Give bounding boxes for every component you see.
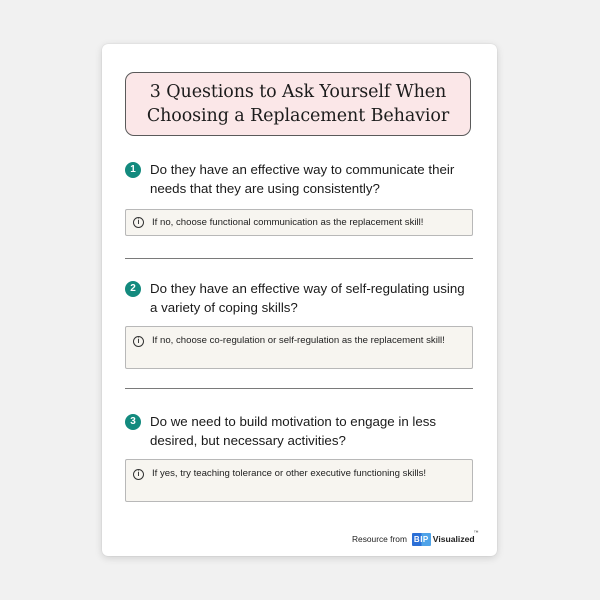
info-icon: i [133, 336, 144, 347]
title-line-1: 3 Questions to Ask Yourself When [149, 82, 447, 102]
note-box-1 [125, 209, 473, 236]
info-icon: i [133, 469, 144, 480]
question-number-badge: 2 [125, 281, 141, 297]
divider [125, 258, 473, 259]
question-text: Do they have an effective way to communicate their needs that they are using consistently? [150, 162, 455, 196]
question-number-badge: 3 [125, 414, 141, 430]
logo-wordmark: Visualized [432, 534, 475, 544]
divider [125, 388, 473, 389]
resource-label: Resource from [352, 534, 407, 544]
footer [352, 529, 479, 547]
note-box-3 [125, 459, 473, 502]
resource-card [102, 44, 497, 556]
question-number-badge: 1 [125, 162, 141, 178]
note-text: If no, choose co-regulation or self-regulation as the replacement skill! [152, 335, 445, 346]
logo-mark: BIP [413, 534, 429, 544]
page-title [147, 80, 449, 128]
note-text: If yes, try teaching tolerance or other executive functioning skills! [152, 468, 427, 479]
info-icon: i [133, 217, 144, 228]
trademark-symbol: ™ [473, 529, 479, 536]
question-text: Do they have an effective way of self-regulating using a variety of coping skills? [150, 281, 465, 315]
note-text: If no, choose functional communication as the replacement skill! [152, 217, 424, 228]
bip-visualized-logo [412, 529, 479, 546]
question-text: Do we need to build motivation to engage in less desired, but necessary activities? [150, 414, 437, 448]
title-box [125, 72, 471, 136]
title-line-2: Choosing a Replacement Behavior [146, 106, 450, 126]
note-box-2 [125, 326, 473, 369]
